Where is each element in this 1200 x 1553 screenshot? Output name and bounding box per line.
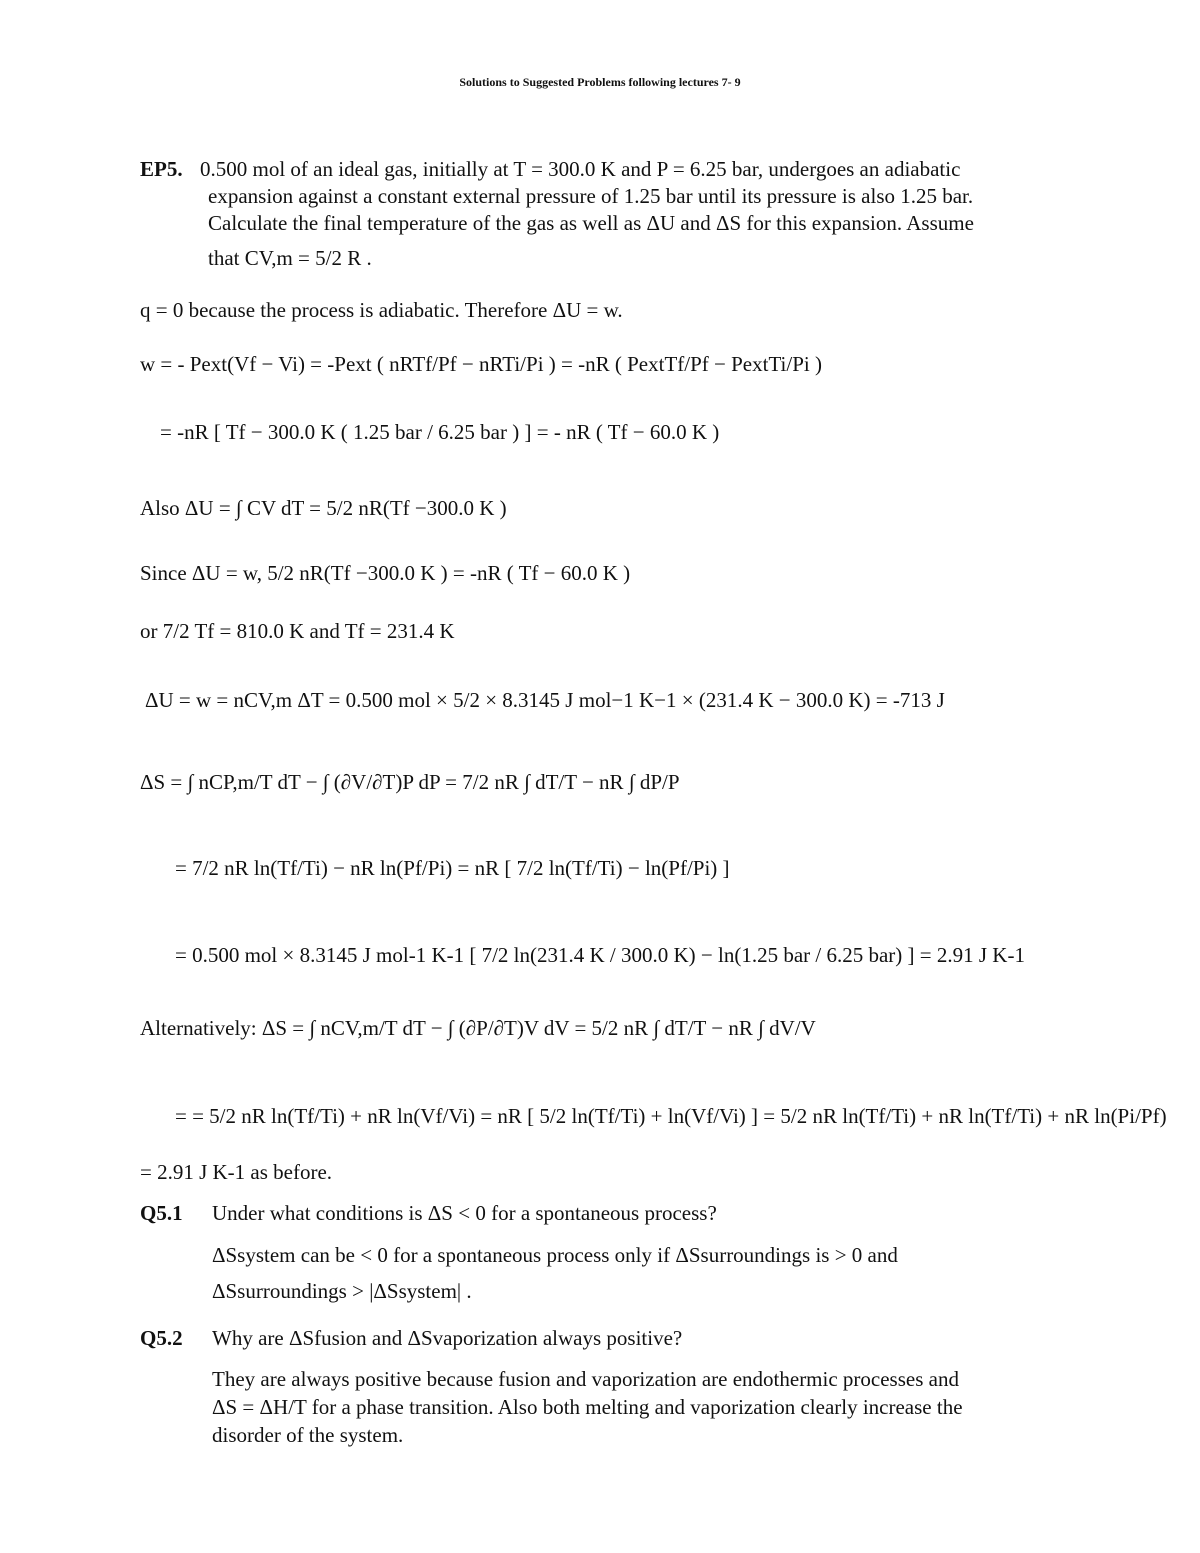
equation-q-zero: q = 0 because the process is adiabatic. Therefore ΔU = w. xyxy=(140,298,623,322)
equation-alternative-2: = = 5/2 nR ln(Tf/Ti) + nR ln(Vf/Vi) = nR [ 5/2 ln(Tf/Ti) + ln(Vf/Vi) ] = 5/2 nR ln(Tf/Ti) + nR ln(Tf/Ti) + nR ln(Pi/Pf) xyxy=(175,1104,1167,1128)
q52-answer-3: disorder of the system. xyxy=(212,1423,404,1447)
equation-since: Since ΔU = w, 5/2 nR(Tf −300.0 K ) = -nR ( Tf − 60.0 K ) xyxy=(140,561,631,585)
ep5-label: EP5. xyxy=(140,157,183,181)
equation-result: = 2.91 J K-1 as before. xyxy=(140,1160,333,1184)
equation-also-du: Also ΔU = ∫ CV dT = 5/2 nR(Tf −300.0 K ) xyxy=(140,496,507,520)
q52-answer-2: ΔS = ΔH/T for a phase transition. Also both melting and vaporization clearly increase the xyxy=(212,1395,963,1419)
q52-answer-1: They are always positive because fusion and vaporization are endothermic processes and xyxy=(212,1367,959,1391)
equation-work-1: w = - Pext(Vf − Vi) = -Pext ( nRTf/Pf − nRTi/Pi ) = -nR ( PextTf/Pf − PextTi/Pi ) xyxy=(140,352,822,376)
ep5-line-3: Calculate the final temperature of the gas as well as ΔU and ΔS for this expansion. Assume xyxy=(208,211,974,235)
q51-question: Under what conditions is ΔS < 0 for a spontaneous process? xyxy=(212,1201,717,1225)
equation-delta-s-1: ΔS = ∫ nCP,m/T dT − ∫ (∂V/∂T)P dP = 7/2 nR ∫ dT/T − nR ∫ dP/P xyxy=(140,770,680,794)
equation-delta-s-2: = 7/2 nR ln(Tf/Ti) − nR ln(Pf/Pi) = nR [ 7/2 ln(Tf/Ti) − ln(Pf/Pi) ] xyxy=(175,856,730,880)
ep5-line-4: that CV,m = 5/2 R . xyxy=(208,246,372,270)
ep5-line-1: 0.500 mol of an ideal gas, initially at T = 300.0 K and P = 6.25 bar, undergoes an adiabatic xyxy=(200,157,961,181)
equation-alternative-1: Alternatively: ΔS = ∫ nCV,m/T dT − ∫ (∂P/∂T)V dV = 5/2 nR ∫ dT/T − nR ∫ dV/V xyxy=(140,1016,816,1040)
q52-question: Why are ΔSfusion and ΔSvaporization always positive? xyxy=(212,1326,683,1350)
page-title: Solutions to Suggested Problems following lectures 7- 9 xyxy=(459,75,741,89)
q51-answer-2: ΔSsurroundings > |ΔSsystem| . xyxy=(212,1279,472,1303)
equation-delta-s-3: = 0.500 mol × 8.3145 J mol-1 K-1 [ 7/2 ln(231.4 K / 300.0 K) − ln(1.25 bar / 6.25 bar) ] = 2.91 J K-1 xyxy=(175,943,1025,967)
equation-work-2: = -nR [ Tf − 300.0 K ( 1.25 bar / 6.25 bar ) ] = - nR ( Tf − 60.0 K ) xyxy=(160,420,720,444)
q51-answer-1: ΔSsystem can be < 0 for a spontaneous process only if ΔSsurroundings is > 0 and xyxy=(212,1243,898,1267)
equation-final-temp: or 7/2 Tf = 810.0 K and Tf = 231.4 K xyxy=(140,619,455,643)
q51-label: Q5.1 xyxy=(140,1201,183,1225)
ep5-line-2: expansion against a constant external pressure of 1.25 bar until its pressure is also 1.25 bar. xyxy=(208,184,974,208)
q52-label: Q5.2 xyxy=(140,1326,183,1350)
equation-delta-u: ΔU = w = nCV,m ΔT = 0.500 mol × 5/2 × 8.3145 J mol−1 K−1 × (231.4 K − 300.0 K) = -713 J xyxy=(145,688,945,712)
